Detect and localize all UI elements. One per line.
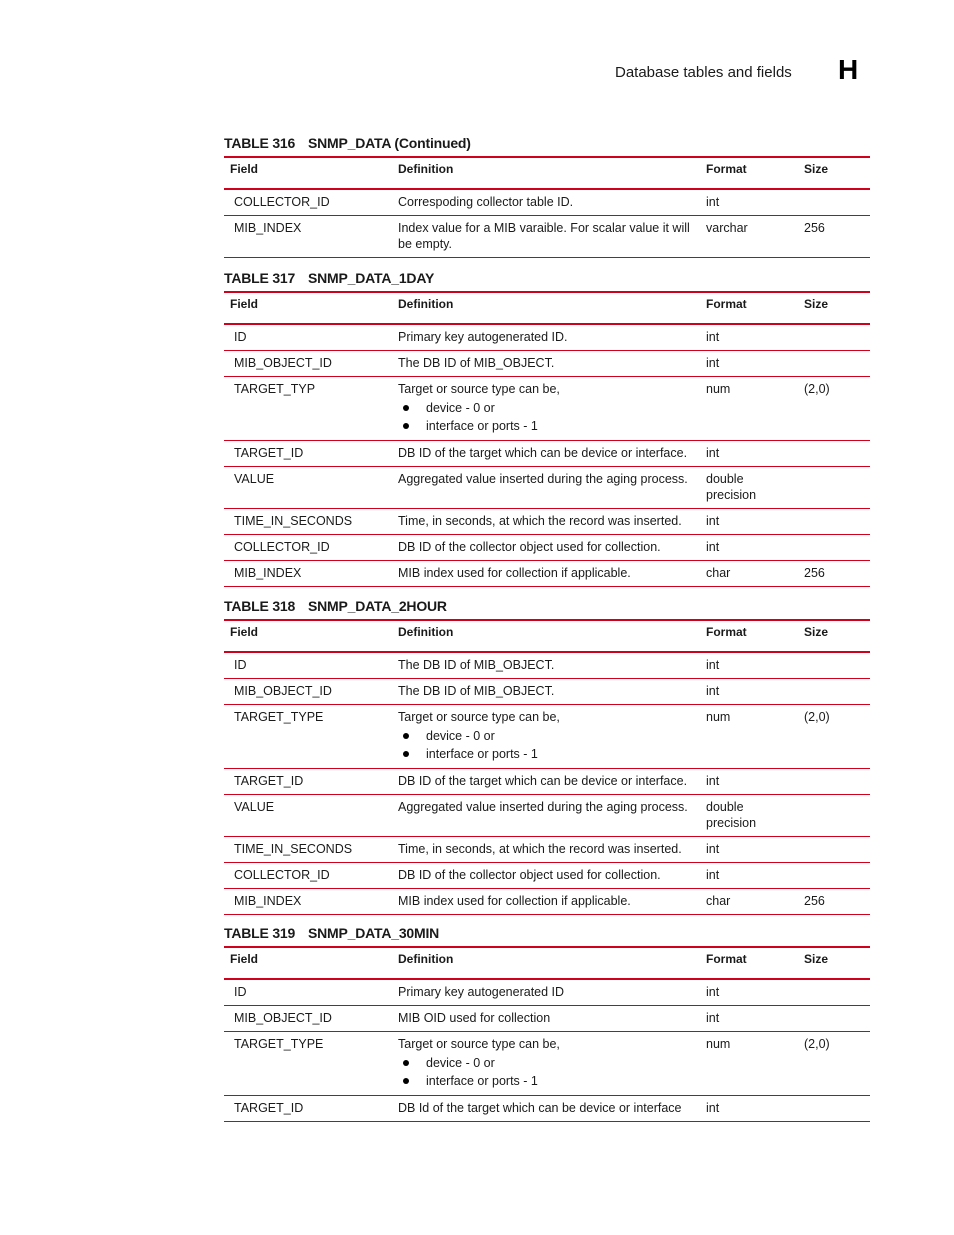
field-cell: ID [224, 324, 392, 351]
size-cell: (2,0) [798, 705, 870, 769]
definition-text: MIB index used for collection if applicable. [398, 566, 631, 580]
table-row [224, 652, 870, 679]
field-cell: VALUE [224, 795, 392, 837]
size-cell [798, 351, 870, 377]
format-cell: int [700, 324, 798, 351]
field-cell: COLLECTOR_ID [224, 535, 392, 561]
column-header: Format [700, 947, 798, 979]
column-header: Field [224, 157, 392, 189]
table-row [224, 837, 870, 863]
format-cell: double precision [700, 467, 798, 509]
column-header: Format [700, 620, 798, 652]
bullet-list [398, 1054, 694, 1090]
table-row [224, 377, 870, 441]
field-cell: COLLECTOR_ID [224, 189, 392, 216]
table-row [224, 863, 870, 889]
definition-cell [392, 509, 700, 535]
format-cell: num [700, 377, 798, 441]
field-cell: ID [224, 979, 392, 1006]
definition-cell [392, 837, 700, 863]
size-cell [798, 837, 870, 863]
definition-text: The DB ID of MIB_OBJECT. [398, 356, 555, 370]
definition-cell [392, 467, 700, 509]
format-cell: int [700, 652, 798, 679]
definition-cell [392, 189, 700, 216]
bullet-list [398, 727, 694, 763]
data-table [224, 619, 870, 915]
definition-cell [392, 679, 700, 705]
table-caption [224, 926, 870, 940]
definition-cell [392, 1032, 700, 1096]
column-header: Size [798, 157, 870, 189]
table-row [224, 1032, 870, 1096]
table-row [224, 535, 870, 561]
size-cell [798, 467, 870, 509]
table-row [224, 467, 870, 509]
definition-text: Target or source type can be, [398, 1037, 560, 1051]
bullet-item: device - 0 or [398, 727, 694, 745]
column-header: Size [798, 620, 870, 652]
db-table-4 [224, 926, 870, 1122]
size-cell [798, 324, 870, 351]
field-cell: VALUE [224, 467, 392, 509]
field-cell: TIME_IN_SECONDS [224, 509, 392, 535]
format-cell: int [700, 535, 798, 561]
table-name: SNMP_DATA_1DAY [308, 270, 435, 286]
table-row [224, 769, 870, 795]
bullet-list [398, 399, 694, 435]
table-caption [224, 599, 870, 613]
format-cell: char [700, 889, 798, 915]
definition-cell [392, 324, 700, 351]
table-caption [224, 136, 870, 150]
bullet-item: interface or ports - 1 [398, 745, 694, 763]
table-row [224, 705, 870, 769]
table-row [224, 189, 870, 216]
definition-text: Time, in seconds, at which the record was inserted. [398, 842, 682, 856]
definition-text: The DB ID of MIB_OBJECT. [398, 684, 555, 698]
format-cell: int [700, 769, 798, 795]
size-cell: 256 [798, 216, 870, 258]
field-cell: TIME_IN_SECONDS [224, 837, 392, 863]
format-cell: varchar [700, 216, 798, 258]
column-header: Field [224, 947, 392, 979]
definition-cell [392, 535, 700, 561]
table-number: TABLE 318 [224, 598, 296, 614]
definition-text: MIB index used for collection if applicable. [398, 894, 631, 908]
table-number: TABLE 317 [224, 270, 296, 286]
bullet-item: device - 0 or [398, 1054, 694, 1072]
field-cell: MIB_OBJECT_ID [224, 679, 392, 705]
field-cell: TARGET_ID [224, 769, 392, 795]
column-header: Format [700, 292, 798, 324]
size-cell [798, 679, 870, 705]
chapter-letter: H [838, 54, 859, 85]
definition-cell [392, 652, 700, 679]
column-header: Size [798, 292, 870, 324]
column-header: Format [700, 157, 798, 189]
column-header: Definition [392, 947, 700, 979]
field-cell: MIB_OBJECT_ID [224, 351, 392, 377]
definition-text: Aggregated value inserted during the aging process. [398, 472, 688, 486]
table-row [224, 1096, 870, 1122]
definition-text: Index value for a MIB varaible. For scalar value it will be empty. [398, 221, 690, 251]
field-cell: TARGET_ID [224, 1096, 392, 1122]
field-cell: TARGET_ID [224, 441, 392, 467]
field-cell: MIB_INDEX [224, 561, 392, 587]
table-row [224, 216, 870, 258]
size-cell [798, 509, 870, 535]
definition-text: Target or source type can be, [398, 710, 560, 724]
table-row [224, 561, 870, 587]
data-table [224, 291, 870, 587]
column-header: Field [224, 620, 392, 652]
definition-text: Primary key autogenerated ID [398, 985, 565, 999]
size-cell [798, 795, 870, 837]
size-cell [798, 769, 870, 795]
table-row [224, 1006, 870, 1032]
table-row [224, 889, 870, 915]
table-row [224, 795, 870, 837]
definition-cell [392, 377, 700, 441]
field-cell: TARGET_TYPE [224, 1032, 392, 1096]
table-name: SNMP_DATA (Continued) [308, 135, 471, 151]
field-cell: MIB_INDEX [224, 216, 392, 258]
definition-cell [392, 441, 700, 467]
size-cell [798, 863, 870, 889]
definition-text: Aggregated value inserted during the aging process. [398, 800, 688, 814]
table-header-row [224, 947, 870, 979]
db-table-2 [224, 271, 870, 587]
field-cell: ID [224, 652, 392, 679]
format-cell: int [700, 509, 798, 535]
column-header: Field [224, 292, 392, 324]
definition-text: DB Id of the target which can be device or interface [398, 1101, 682, 1115]
size-cell: (2,0) [798, 1032, 870, 1096]
definition-text: DB ID of the target which can be device or interface. [398, 446, 688, 460]
format-cell: int [700, 1096, 798, 1122]
definition-text: MIB OID used for collection [398, 1011, 551, 1025]
table-row [224, 979, 870, 1006]
definition-cell [392, 769, 700, 795]
db-table-3 [224, 599, 870, 915]
definition-cell [392, 561, 700, 587]
bullet-item: interface or ports - 1 [398, 1072, 694, 1090]
format-cell: int [700, 351, 798, 377]
table-caption [224, 271, 870, 285]
format-cell: int [700, 979, 798, 1006]
field-cell: TARGET_TYPE [224, 705, 392, 769]
size-cell [798, 535, 870, 561]
column-header: Definition [392, 157, 700, 189]
definition-cell [392, 705, 700, 769]
definition-text: Primary key autogenerated ID. [398, 330, 568, 344]
field-cell: MIB_INDEX [224, 889, 392, 915]
column-header: Definition [392, 620, 700, 652]
column-header: Size [798, 947, 870, 979]
size-cell: 256 [798, 889, 870, 915]
definition-cell [392, 351, 700, 377]
size-cell [798, 979, 870, 1006]
format-cell: int [700, 863, 798, 889]
format-cell: num [700, 1032, 798, 1096]
size-cell [798, 652, 870, 679]
definition-text: DB ID of the collector object used for collection. [398, 540, 661, 554]
definition-text: The DB ID of MIB_OBJECT. [398, 658, 555, 672]
data-table [224, 156, 870, 258]
table-row [224, 351, 870, 377]
format-cell: double precision [700, 795, 798, 837]
field-cell: MIB_OBJECT_ID [224, 1006, 392, 1032]
definition-text: Correspoding collector table ID. [398, 195, 574, 209]
definition-cell [392, 889, 700, 915]
table-header-row [224, 157, 870, 189]
format-cell: int [700, 837, 798, 863]
table-name: SNMP_DATA_2HOUR [308, 598, 447, 614]
definition-text: DB ID of the target which can be device or interface. [398, 774, 688, 788]
format-cell: int [700, 189, 798, 216]
definition-text: DB ID of the collector object used for collection. [398, 868, 661, 882]
format-cell: int [700, 441, 798, 467]
definition-cell [392, 1006, 700, 1032]
table-row [224, 441, 870, 467]
field-cell: TARGET_TYP [224, 377, 392, 441]
table-row [224, 509, 870, 535]
format-cell: int [700, 679, 798, 705]
size-cell [798, 441, 870, 467]
data-table [224, 946, 870, 1122]
size-cell: (2,0) [798, 377, 870, 441]
column-header: Definition [392, 292, 700, 324]
format-cell: char [700, 561, 798, 587]
table-name: SNMP_DATA_30MIN [308, 925, 440, 941]
definition-cell [392, 1096, 700, 1122]
bullet-item: interface or ports - 1 [398, 417, 694, 435]
size-cell [798, 1096, 870, 1122]
definition-text: Target or source type can be, [398, 382, 560, 396]
page-header-title: Database tables and fields [615, 64, 792, 81]
definition-cell [392, 863, 700, 889]
db-table-1 [224, 136, 870, 258]
table-number: TABLE 319 [224, 925, 296, 941]
field-cell: COLLECTOR_ID [224, 863, 392, 889]
format-cell: int [700, 1006, 798, 1032]
size-cell: 256 [798, 561, 870, 587]
size-cell [798, 189, 870, 216]
table-header-row [224, 292, 870, 324]
table-row [224, 679, 870, 705]
definition-cell [392, 216, 700, 258]
definition-text: Time, in seconds, at which the record was inserted. [398, 514, 682, 528]
size-cell [798, 1006, 870, 1032]
table-row [224, 324, 870, 351]
table-header-row [224, 620, 870, 652]
definition-cell [392, 979, 700, 1006]
bullet-item: device - 0 or [398, 399, 694, 417]
definition-cell [392, 795, 700, 837]
table-number: TABLE 316 [224, 135, 296, 151]
format-cell: num [700, 705, 798, 769]
